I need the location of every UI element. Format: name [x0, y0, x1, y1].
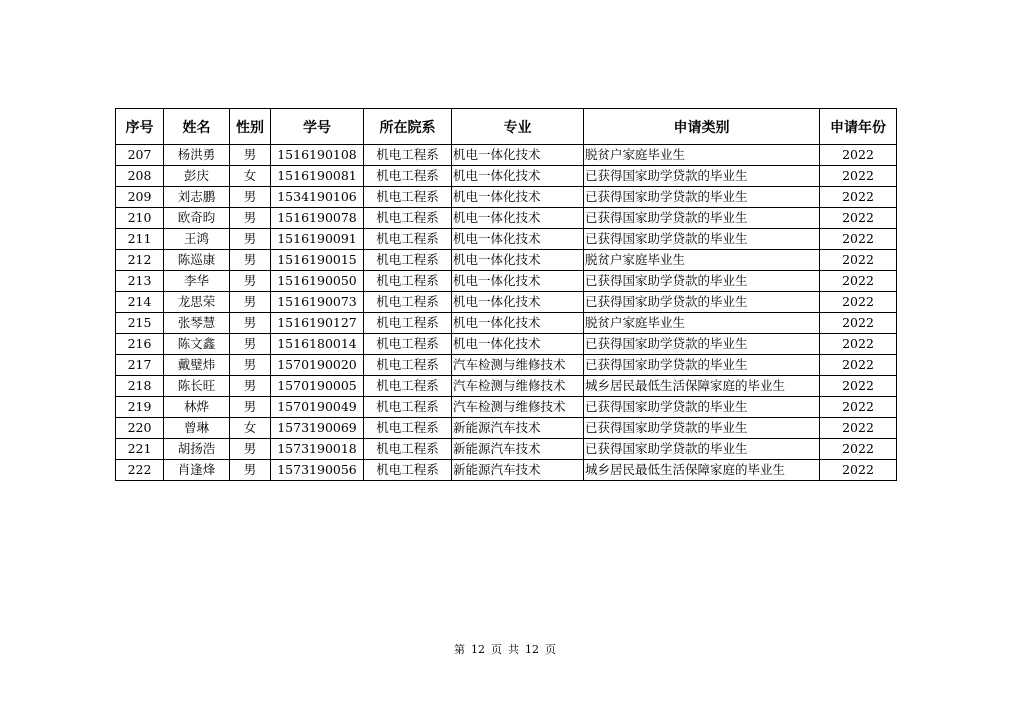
header-index: 序号: [116, 109, 164, 145]
table-row: [116, 271, 897, 292]
cell-department: 机电工程系: [364, 397, 452, 418]
cell-gender: 男: [230, 376, 271, 397]
cell-application-year: 2022: [820, 313, 897, 334]
cell-index: 210: [116, 208, 164, 229]
table-row: [116, 334, 897, 355]
cell-index: 219: [116, 397, 164, 418]
cell-application-type: 已获得国家助学贷款的毕业生: [584, 271, 820, 292]
cell-department: 机电工程系: [364, 460, 452, 481]
cell-major: 新能源汽车技术: [452, 418, 584, 439]
cell-major: 机电一体化技术: [452, 292, 584, 313]
cell-application-year: 2022: [820, 460, 897, 481]
cell-student-id: 1570190020: [271, 355, 364, 376]
cell-gender: 女: [230, 418, 271, 439]
header-student-id: 学号: [271, 109, 364, 145]
cell-application-type: 城乡居民最低生活保障家庭的毕业生: [584, 460, 820, 481]
cell-application-year: 2022: [820, 166, 897, 187]
table-row: [116, 376, 897, 397]
table-row: [116, 250, 897, 271]
header-name: 姓名: [164, 109, 230, 145]
footer-prefix: 第: [454, 643, 465, 656]
cell-major: 机电一体化技术: [452, 145, 584, 166]
cell-application-type: 已获得国家助学贷款的毕业生: [584, 229, 820, 250]
cell-major: 机电一体化技术: [452, 334, 584, 355]
cell-gender: 男: [230, 460, 271, 481]
cell-index: 218: [116, 376, 164, 397]
cell-department: 机电工程系: [364, 271, 452, 292]
cell-name: 张琴慧: [164, 313, 230, 334]
cell-gender: 男: [230, 250, 271, 271]
cell-application-year: 2022: [820, 208, 897, 229]
table-row: [116, 187, 897, 208]
cell-name: 陈巡康: [164, 250, 230, 271]
cell-student-id: 1516190050: [271, 271, 364, 292]
cell-student-id: 1516190078: [271, 208, 364, 229]
cell-name: 彭庆: [164, 166, 230, 187]
footer-total-word: 共: [508, 643, 519, 656]
cell-student-id: 1516190091: [271, 229, 364, 250]
cell-application-year: 2022: [820, 397, 897, 418]
page-footer: [0, 641, 1010, 657]
cell-index: 222: [116, 460, 164, 481]
cell-major: 汽车检测与维修技术: [452, 376, 584, 397]
cell-department: 机电工程系: [364, 313, 452, 334]
cell-student-id: 1573190056: [271, 460, 364, 481]
cell-application-year: 2022: [820, 250, 897, 271]
table-row: [116, 397, 897, 418]
footer-current-page: 12: [471, 643, 485, 656]
table-row: [116, 292, 897, 313]
cell-department: 机电工程系: [364, 187, 452, 208]
cell-department: 机电工程系: [364, 439, 452, 460]
footer-page-word: 页: [491, 643, 502, 656]
cell-application-type: 已获得国家助学贷款的毕业生: [584, 397, 820, 418]
table-header-row: [116, 109, 897, 145]
cell-name: 林烨: [164, 397, 230, 418]
footer-suffix: 页: [545, 643, 556, 656]
cell-major: 汽车检测与维修技术: [452, 397, 584, 418]
cell-major: 新能源汽车技术: [452, 439, 584, 460]
cell-gender: 男: [230, 313, 271, 334]
cell-application-type: 已获得国家助学贷款的毕业生: [584, 355, 820, 376]
cell-student-id: 1516190127: [271, 313, 364, 334]
cell-index: 214: [116, 292, 164, 313]
cell-student-id: 1570190005: [271, 376, 364, 397]
cell-major: 机电一体化技术: [452, 313, 584, 334]
cell-application-type: 已获得国家助学贷款的毕业生: [584, 187, 820, 208]
table-row: [116, 229, 897, 250]
cell-student-id: 1516180014: [271, 334, 364, 355]
cell-gender: 男: [230, 334, 271, 355]
cell-gender: 女: [230, 166, 271, 187]
cell-gender: 男: [230, 397, 271, 418]
cell-department: 机电工程系: [364, 355, 452, 376]
cell-application-type: 已获得国家助学贷款的毕业生: [584, 334, 820, 355]
cell-index: 212: [116, 250, 164, 271]
cell-index: 208: [116, 166, 164, 187]
cell-application-type: 脱贫户家庭毕业生: [584, 145, 820, 166]
cell-student-id: 1570190049: [271, 397, 364, 418]
table-row: [116, 313, 897, 334]
cell-index: 216: [116, 334, 164, 355]
cell-gender: 男: [230, 229, 271, 250]
cell-name: 杨洪勇: [164, 145, 230, 166]
header-application-type: 申请类别: [584, 109, 820, 145]
cell-name: 王鸿: [164, 229, 230, 250]
cell-major: 机电一体化技术: [452, 208, 584, 229]
cell-major: 机电一体化技术: [452, 187, 584, 208]
cell-department: 机电工程系: [364, 292, 452, 313]
cell-name: 戴璧炜: [164, 355, 230, 376]
cell-student-id: 1516190081: [271, 166, 364, 187]
table-row: [116, 145, 897, 166]
cell-application-type: 已获得国家助学贷款的毕业生: [584, 208, 820, 229]
cell-department: 机电工程系: [364, 334, 452, 355]
cell-major: 机电一体化技术: [452, 229, 584, 250]
cell-application-type: 脱贫户家庭毕业生: [584, 313, 820, 334]
table-row: [116, 355, 897, 376]
cell-gender: 男: [230, 292, 271, 313]
cell-student-id: 1516190108: [271, 145, 364, 166]
cell-application-year: 2022: [820, 229, 897, 250]
cell-major: 新能源汽车技术: [452, 460, 584, 481]
cell-department: 机电工程系: [364, 376, 452, 397]
cell-application-year: 2022: [820, 418, 897, 439]
cell-gender: 男: [230, 208, 271, 229]
cell-student-id: 1573190069: [271, 418, 364, 439]
cell-gender: 男: [230, 271, 271, 292]
cell-name: 刘志鹏: [164, 187, 230, 208]
cell-name: 欧奇昀: [164, 208, 230, 229]
cell-index: 213: [116, 271, 164, 292]
cell-index: 209: [116, 187, 164, 208]
table-row: [116, 460, 897, 481]
cell-index: 215: [116, 313, 164, 334]
header-application-year: 申请年份: [820, 109, 897, 145]
cell-index: 211: [116, 229, 164, 250]
cell-application-year: 2022: [820, 355, 897, 376]
student-table: [115, 108, 897, 481]
table-row: [116, 439, 897, 460]
cell-major: 机电一体化技术: [452, 166, 584, 187]
cell-application-year: 2022: [820, 334, 897, 355]
cell-application-year: 2022: [820, 145, 897, 166]
table-row: [116, 418, 897, 439]
cell-department: 机电工程系: [364, 208, 452, 229]
footer-total-pages: 12: [525, 643, 539, 656]
cell-name: 陈长旺: [164, 376, 230, 397]
table-row: [116, 166, 897, 187]
cell-application-type: 已获得国家助学贷款的毕业生: [584, 166, 820, 187]
cell-student-id: 1573190018: [271, 439, 364, 460]
cell-department: 机电工程系: [364, 145, 452, 166]
cell-gender: 男: [230, 145, 271, 166]
cell-application-year: 2022: [820, 439, 897, 460]
cell-application-type: 脱贫户家庭毕业生: [584, 250, 820, 271]
cell-gender: 男: [230, 355, 271, 376]
cell-index: 221: [116, 439, 164, 460]
cell-name: 胡扬浩: [164, 439, 230, 460]
header-gender: 性别: [230, 109, 271, 145]
cell-student-id: 1516190015: [271, 250, 364, 271]
header-department: 所在院系: [364, 109, 452, 145]
cell-index: 220: [116, 418, 164, 439]
cell-application-type: 已获得国家助学贷款的毕业生: [584, 439, 820, 460]
cell-index: 207: [116, 145, 164, 166]
table-body: [116, 145, 897, 481]
cell-application-type: 已获得国家助学贷款的毕业生: [584, 292, 820, 313]
cell-application-type: 已获得国家助学贷款的毕业生: [584, 418, 820, 439]
cell-department: 机电工程系: [364, 250, 452, 271]
cell-application-type: 城乡居民最低生活保障家庭的毕业生: [584, 376, 820, 397]
cell-student-id: 1534190106: [271, 187, 364, 208]
header-major: 专业: [452, 109, 584, 145]
cell-major: 机电一体化技术: [452, 250, 584, 271]
cell-application-year: 2022: [820, 271, 897, 292]
cell-name: 龙思荣: [164, 292, 230, 313]
cell-application-year: 2022: [820, 187, 897, 208]
cell-name: 陈文鑫: [164, 334, 230, 355]
cell-name: 肖逢烽: [164, 460, 230, 481]
cell-department: 机电工程系: [364, 229, 452, 250]
cell-major: 机电一体化技术: [452, 271, 584, 292]
cell-application-year: 2022: [820, 376, 897, 397]
cell-gender: 男: [230, 439, 271, 460]
cell-application-year: 2022: [820, 292, 897, 313]
cell-name: 曾琳: [164, 418, 230, 439]
table-row: [116, 208, 897, 229]
cell-department: 机电工程系: [364, 418, 452, 439]
cell-index: 217: [116, 355, 164, 376]
cell-gender: 男: [230, 187, 271, 208]
cell-name: 李华: [164, 271, 230, 292]
cell-major: 汽车检测与维修技术: [452, 355, 584, 376]
cell-student-id: 1516190073: [271, 292, 364, 313]
cell-department: 机电工程系: [364, 166, 452, 187]
